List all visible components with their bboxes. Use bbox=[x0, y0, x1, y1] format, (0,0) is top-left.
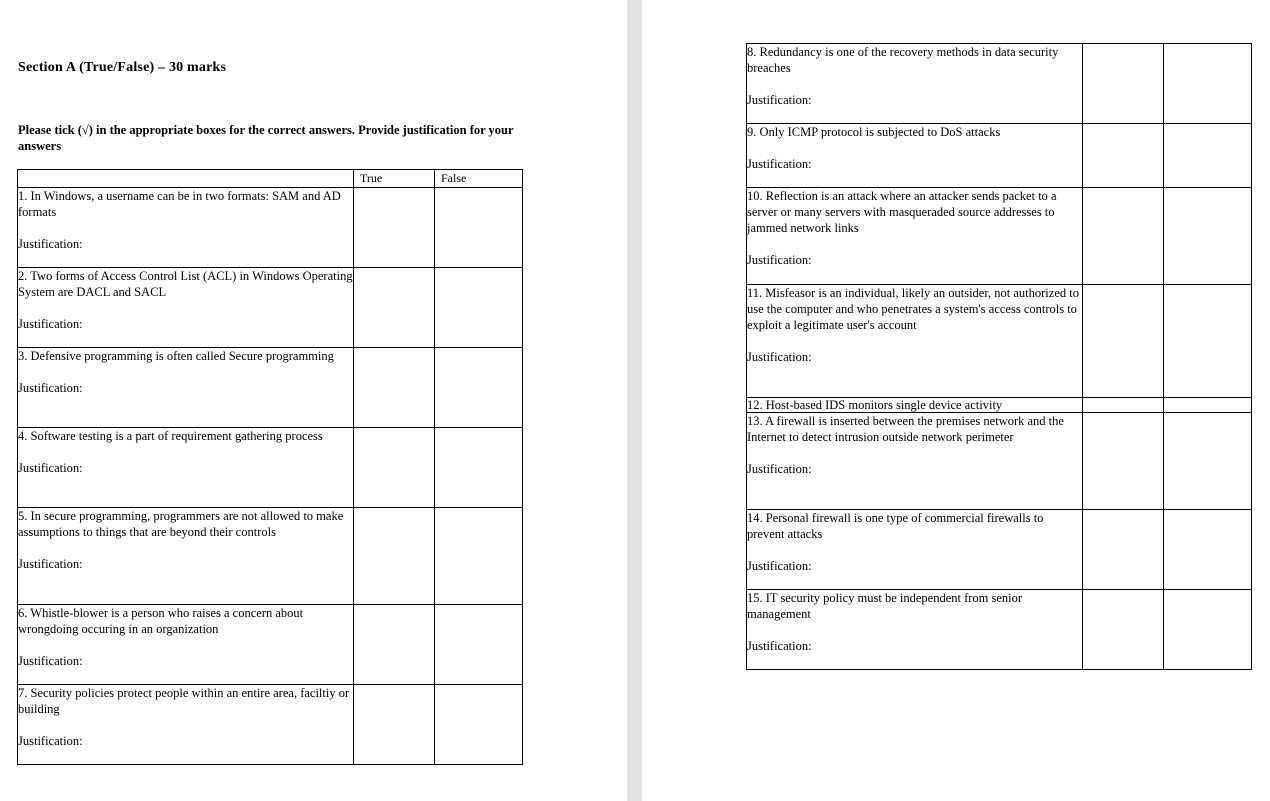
header-true: True bbox=[354, 170, 435, 188]
true-answer-box[interactable] bbox=[1083, 124, 1164, 188]
question-row-10 bbox=[747, 188, 1252, 285]
question-text: 13. A firewall is inserted between the premises network and the Internet to detect intrusion outside network perimeter bbox=[747, 414, 1064, 444]
justification-label: Justification: bbox=[18, 734, 83, 748]
question-row-5 bbox=[18, 508, 523, 605]
question-row-7 bbox=[18, 685, 523, 765]
question-cell bbox=[747, 510, 1083, 590]
false-answer-box[interactable] bbox=[435, 348, 523, 428]
true-answer-box[interactable] bbox=[1083, 285, 1164, 398]
true-answer-box[interactable] bbox=[1083, 510, 1164, 590]
header-question-cell bbox=[18, 170, 354, 188]
false-answer-box[interactable] bbox=[1164, 285, 1252, 398]
justification-label: Justification: bbox=[18, 557, 83, 571]
true-answer-box[interactable] bbox=[354, 268, 435, 348]
true-answer-box[interactable] bbox=[1083, 188, 1164, 285]
question-cell bbox=[747, 124, 1083, 188]
document-page-left bbox=[0, 0, 627, 801]
justification-label: Justification: bbox=[18, 237, 83, 251]
page-gutter bbox=[627, 0, 642, 801]
false-answer-box[interactable] bbox=[435, 605, 523, 685]
true-answer-box[interactable] bbox=[1083, 398, 1164, 413]
true-false-table-left bbox=[17, 169, 523, 765]
question-cell bbox=[18, 605, 354, 685]
false-answer-box[interactable] bbox=[435, 685, 523, 765]
false-answer-box[interactable] bbox=[435, 508, 523, 605]
true-false-table-right bbox=[746, 43, 1252, 670]
question-cell bbox=[747, 590, 1083, 670]
question-text: 5. In secure programming, programmers are not allowed to make assumptions to things that are beyond their controls bbox=[18, 509, 344, 539]
question-row-12 bbox=[747, 398, 1252, 413]
justification-label: Justification: bbox=[18, 317, 83, 331]
justification-label: Justification: bbox=[747, 157, 812, 171]
question-cell bbox=[747, 188, 1083, 285]
justification-label: Justification: bbox=[18, 381, 83, 395]
question-text: 6. Whistle-blower is a person who raises a concern about wrongdoing occuring in an organization bbox=[18, 606, 304, 636]
question-cell bbox=[18, 685, 354, 765]
justification-label: Justification: bbox=[18, 654, 83, 668]
question-cell bbox=[18, 268, 354, 348]
question-row-8 bbox=[747, 44, 1252, 124]
question-text: 15. IT security policy must be independent from senior management bbox=[747, 591, 1023, 621]
table-header-row bbox=[18, 170, 523, 188]
question-text: 2. Two forms of Access Control List (ACL) in Windows Operating System are DACL and SACL bbox=[18, 269, 353, 299]
question-text: 10. Reflection is an attack where an attacker sends packet to a server or many servers with masqueraded source addresses to jammed network links bbox=[747, 189, 1057, 235]
question-row-11 bbox=[747, 285, 1252, 398]
justification-label: Justification: bbox=[747, 253, 812, 267]
question-cell bbox=[18, 508, 354, 605]
question-row-4 bbox=[18, 428, 523, 508]
true-answer-box[interactable] bbox=[1083, 44, 1164, 124]
justification-label: Justification: bbox=[18, 461, 83, 475]
question-row-15 bbox=[747, 590, 1252, 670]
question-cell bbox=[18, 188, 354, 268]
true-answer-box[interactable] bbox=[354, 605, 435, 685]
false-answer-box[interactable] bbox=[1164, 188, 1252, 285]
question-text: 8. Redundancy is one of the recovery methods in data security breaches bbox=[747, 45, 1059, 75]
question-row-1 bbox=[18, 188, 523, 268]
question-text: 4. Software testing is a part of requirement gathering process bbox=[18, 429, 323, 443]
section-title: Section A (True/False) – 30 marks bbox=[18, 60, 227, 75]
question-text: 11. Misfeasor is an individual, likely an outsider, not authorized to use the computer and who penetrates a system's access controls to exploit a legitimate user's account bbox=[747, 286, 1079, 332]
true-answer-box[interactable] bbox=[354, 508, 435, 605]
false-answer-box[interactable] bbox=[1164, 44, 1252, 124]
document-page-right bbox=[642, 0, 1270, 801]
question-cell bbox=[747, 413, 1083, 510]
question-text: 1. In Windows, a username can be in two formats: SAM and AD formats bbox=[18, 189, 341, 219]
question-text: 7. Security policies protect people within an entire area, faciltiy or building bbox=[18, 686, 350, 716]
false-answer-box[interactable] bbox=[1164, 510, 1252, 590]
question-text: 3. Defensive programming is often called Secure programming bbox=[18, 349, 334, 363]
question-text: 14. Personal firewall is one type of commercial firewalls to prevent attacks bbox=[747, 511, 1044, 541]
question-cell bbox=[747, 44, 1083, 124]
question-cell bbox=[18, 428, 354, 508]
justification-label: Justification: bbox=[747, 93, 812, 107]
question-row-14 bbox=[747, 510, 1252, 590]
true-answer-box[interactable] bbox=[1083, 590, 1164, 670]
false-answer-box[interactable] bbox=[1164, 124, 1252, 188]
justification-label: Justification: bbox=[747, 639, 812, 653]
justification-label: Justification: bbox=[747, 559, 812, 573]
true-answer-box[interactable] bbox=[354, 428, 435, 508]
true-answer-box[interactable] bbox=[1083, 413, 1164, 510]
false-answer-box[interactable] bbox=[435, 428, 523, 508]
question-cell bbox=[747, 285, 1083, 398]
justification-label: Justification: bbox=[747, 350, 812, 364]
question-text: 12. Host-based IDS monitors single device activity bbox=[747, 398, 1003, 412]
false-answer-box[interactable] bbox=[1164, 413, 1252, 510]
question-row-2 bbox=[18, 268, 523, 348]
question-row-6 bbox=[18, 605, 523, 685]
question-row-3 bbox=[18, 348, 523, 428]
question-text: 9. Only ICMP protocol is subjected to DoS attacks bbox=[747, 125, 1001, 139]
false-answer-box[interactable] bbox=[435, 268, 523, 348]
false-answer-box[interactable] bbox=[435, 188, 523, 268]
header-false: False bbox=[435, 170, 523, 188]
justification-label: Justification: bbox=[747, 462, 812, 476]
question-cell bbox=[747, 398, 1083, 413]
question-row-9 bbox=[747, 124, 1252, 188]
false-answer-box[interactable] bbox=[1164, 590, 1252, 670]
true-answer-box[interactable] bbox=[354, 348, 435, 428]
instructions: Please tick (√) in the appropriate boxes for the correct answers. Provide justification for your answers bbox=[18, 123, 514, 153]
question-row-13 bbox=[747, 413, 1252, 510]
true-answer-box[interactable] bbox=[354, 685, 435, 765]
true-answer-box[interactable] bbox=[354, 188, 435, 268]
question-cell bbox=[18, 348, 354, 428]
false-answer-box[interactable] bbox=[1164, 398, 1252, 413]
